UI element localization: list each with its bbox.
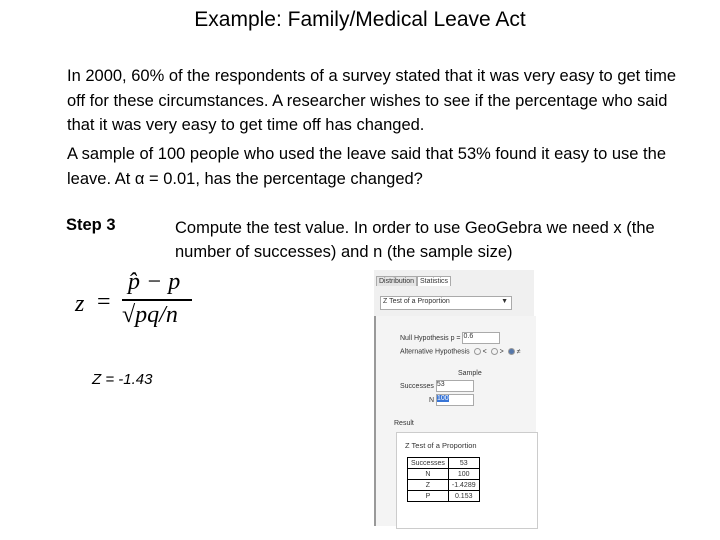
null-label: Null Hypothesis xyxy=(400,334,449,342)
result-label: Result xyxy=(394,420,414,427)
table-row: P 0.153 xyxy=(408,491,480,502)
geogebra-screenshot xyxy=(374,270,534,526)
successes-row xyxy=(400,380,474,392)
alt-hypothesis-row: Alternative Hypothesis < > ≠ xyxy=(400,348,521,356)
result-title: Z Test of a Proportion xyxy=(405,441,477,450)
alt-radio-less[interactable] xyxy=(474,348,481,355)
geogebra-tabs xyxy=(376,276,451,286)
problem-paragraph-2: A sample of 100 people who used the leave said that 53% found it easy to use the leave. At α = 0.01, has the percentage changed? xyxy=(67,145,666,188)
null-hypothesis-row xyxy=(400,332,500,344)
chevron-down-icon: ▼ xyxy=(501,298,508,305)
procedure-value: Z Test of a Proportion xyxy=(383,298,450,305)
successes-label: Successes xyxy=(400,382,434,390)
tab-distribution[interactable]: Distribution xyxy=(376,276,417,286)
table-row: N 100 xyxy=(408,469,480,480)
null-p-label: p = xyxy=(450,334,461,342)
table-row: Z -1.4289 xyxy=(408,480,480,491)
fraction-bar xyxy=(122,299,192,301)
formula-denominator: √pq/n xyxy=(122,302,178,328)
n-row xyxy=(429,394,474,406)
step-label: Step 3 xyxy=(66,216,116,234)
z-result: Z = -1.43 xyxy=(92,371,153,388)
procedure-select[interactable] xyxy=(380,296,512,310)
n-label: N xyxy=(429,396,435,404)
formula-lhs: z xyxy=(75,291,85,317)
result-table xyxy=(407,457,480,502)
null-value-input[interactable]: 0.6 xyxy=(462,332,500,344)
table-row: Successes 53 xyxy=(408,458,480,469)
step-text: Compute the test value. In order to use GeoGebra we need x (the number of successes) and n (the sample size) xyxy=(175,219,655,261)
tab-statistics[interactable]: Statistics xyxy=(417,276,451,286)
alt-radio-not-equal[interactable] xyxy=(508,348,515,355)
n-input[interactable]: 100 xyxy=(436,394,474,406)
alt-label: Alternative Hypothesis xyxy=(400,348,470,356)
problem-paragraph-1: In 2000, 60% of the respondents of a survey stated that it was very easy to get time off for these circumstances. A researcher wishes to see if the percentage who said that it was very easy to get time off has changed. xyxy=(67,67,677,134)
result-box xyxy=(396,432,538,529)
formula-numerator: p̂ − p xyxy=(128,269,181,295)
statistics-panel xyxy=(374,316,536,526)
sample-heading: Sample xyxy=(458,370,482,377)
formula-equals: = xyxy=(97,289,111,315)
successes-input[interactable]: 53 xyxy=(436,380,474,392)
alt-radio-greater[interactable] xyxy=(491,348,498,355)
slide-title: Example: Family/Medical Leave Act xyxy=(194,8,526,31)
